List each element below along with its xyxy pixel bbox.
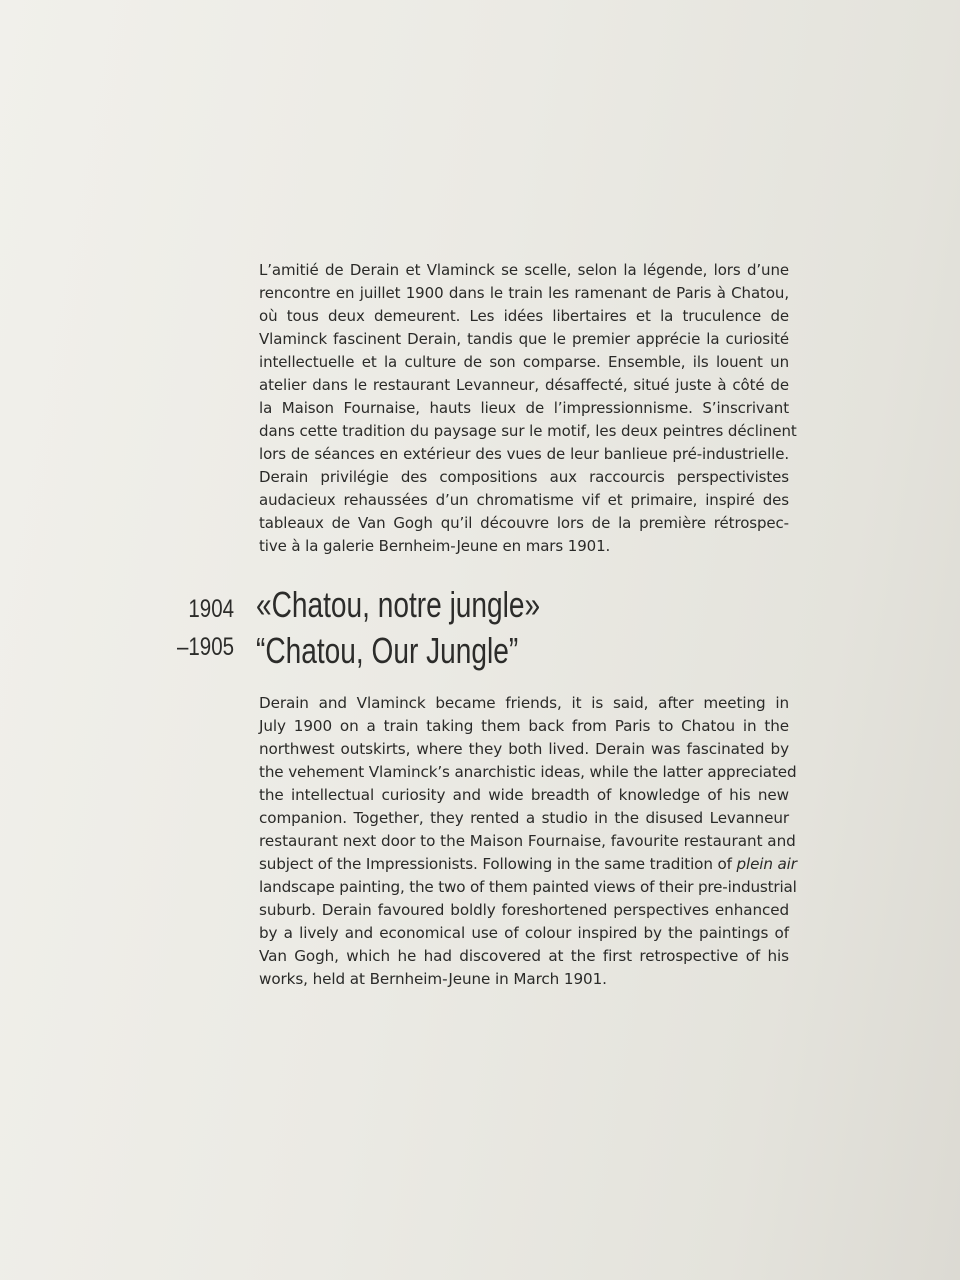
english-line: northwest outskirts, where they both lived. Derain was fascinated by: [259, 740, 789, 758]
english-line: the vehement Vlaminck’s anarchistic ideas, while the latter appreciated: [259, 763, 797, 781]
french-line: tive à la galerie Bernheim-Jeune en mars 1901.: [259, 537, 611, 555]
year-end: –1905: [176, 633, 234, 661]
english-line: by a lively and economical use of colour inspired by the paintings of: [259, 924, 789, 942]
french-line: Derain privilégie des compositions aux raccourcis perspectivistes: [259, 468, 789, 486]
french-paragraph: [259, 259, 797, 558]
english-paragraph: [259, 692, 797, 991]
title-french: «Chatou, notre jungle»: [256, 584, 541, 625]
english-line: Van Gogh, which he had discovered at the first retrospective of his: [259, 947, 789, 965]
english-line: the intellectual curiosity and wide breadth of knowledge of his new: [259, 786, 789, 804]
english-line: July 1900 on a train taking them back from Paris to Chatou in the: [259, 717, 789, 735]
french-line: intellectuelle et la culture de son comparse. Ensemble, ils louent un: [259, 353, 789, 371]
french-line: L’amitié de Derain et Vlaminck se scelle, selon la légende, lors d’une: [259, 261, 789, 279]
english-line: Derain and Vlaminck became friends, it is said, after meeting in: [259, 694, 789, 712]
french-line: lors de séances en extérieur des vues de leur banlieue pré-industrielle.: [259, 445, 789, 463]
english-line: suburb. Derain favoured boldly foreshortened perspectives enhanced: [259, 901, 789, 919]
french-line: atelier dans le restaurant Levanneur, désaffecté, situé juste à côté de: [259, 376, 789, 394]
english-line: restaurant next door to the Maison Fournaise, favourite restaurant and: [259, 832, 796, 850]
english-line-text: subject of the Impressionists. Following in the same tradition of: [259, 855, 737, 873]
english-line: landscape painting, the two of them painted views of their pre-industrial: [259, 878, 797, 896]
italic-term: plein air: [736, 855, 797, 873]
french-line: tableaux de Van Gogh qu’il découvre lors de la première rétrospec-: [259, 514, 789, 532]
english-line: [259, 853, 797, 876]
french-line: Vlaminck fascinent Derain, tandis que le premier apprécie la curiosité: [259, 330, 789, 348]
english-line: works, held at Bernheim-Jeune in March 1901.: [259, 970, 607, 988]
french-line: où tous deux demeurent. Les idées libertaires et la truculence de: [259, 307, 789, 325]
french-line: audacieux rehaussées d’un chromatisme vif et primaire, inspiré des: [259, 491, 789, 509]
french-line: rencontre en juillet 1900 dans le train les ramenant de Paris à Chatou,: [259, 284, 789, 302]
year-start: 1904: [188, 595, 234, 623]
title-english: “Chatou, Our Jungle”: [256, 630, 519, 671]
english-line: companion. Together, they rented a studio in the disused Levanneur: [259, 809, 789, 827]
section-years: [165, 590, 234, 666]
french-line: dans cette tradition du paysage sur le motif, les deux peintres déclinent: [259, 422, 797, 440]
french-line: la Maison Fournaise, hauts lieux de l’impressionnisme. S’inscrivant: [259, 399, 789, 417]
section-titles: [256, 582, 540, 674]
